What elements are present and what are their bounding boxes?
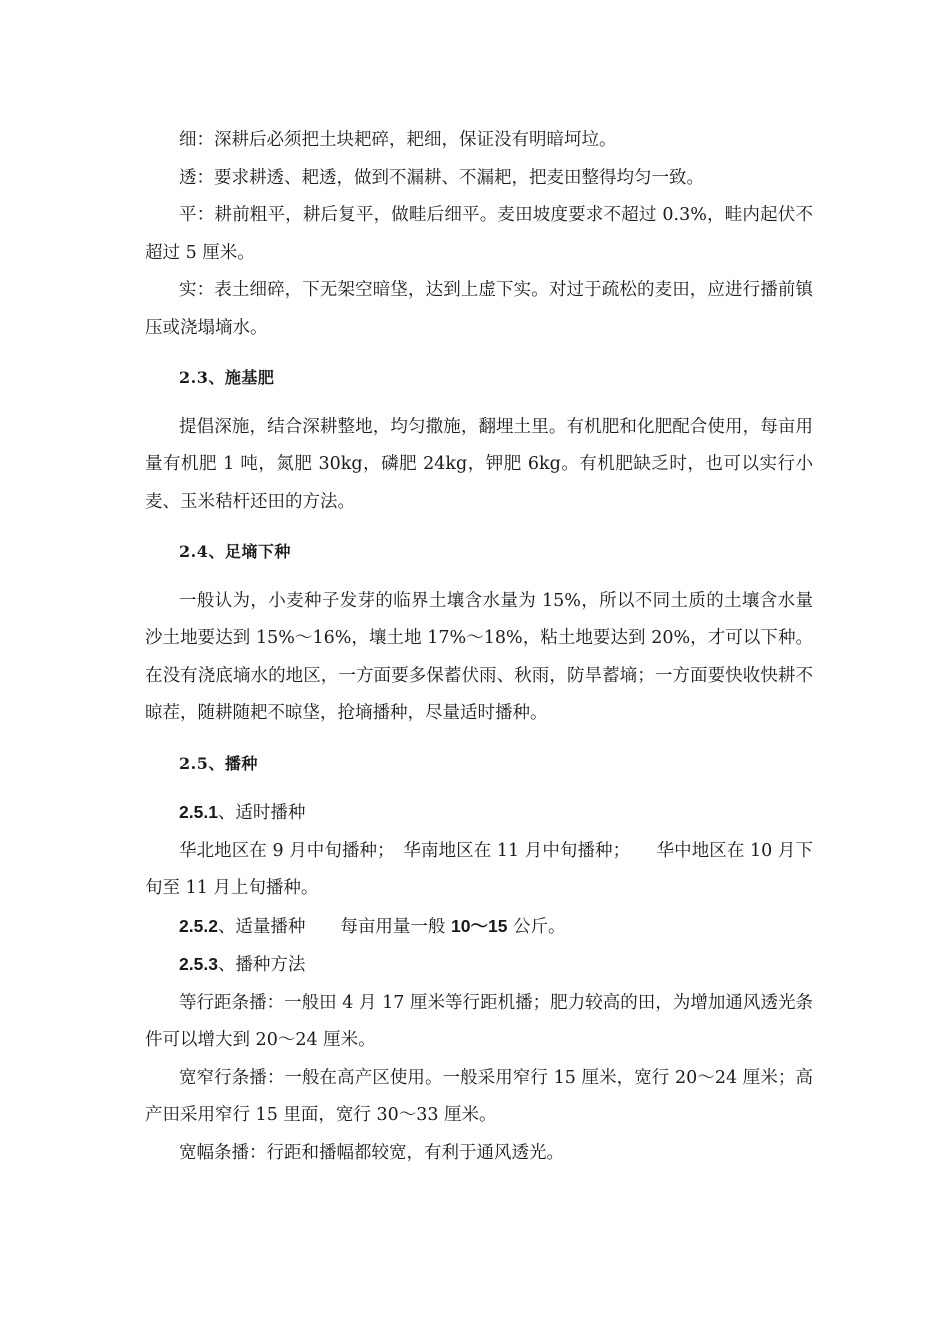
paragraph-tou: 透：要求耕透、耙透，做到不漏耕、不漏耙，把麦田整得均匀一致。 [179,167,704,188]
section-2-3-body: 提倡深施，结合深耕整地，均匀撒施，翻埋土里。有机肥和化肥配合使用，每亩用量有机肥 1 吨，氮肥 30kg，磷肥 24kg，钾肥 6kg。有机肥缺乏时，也可以实行小麦、玉米秸杆还田的方法。 [145,416,813,512]
subsection-2-5-2-line [145,908,813,947]
spacer [145,782,813,794]
subsection-title: 、播种方法 [217,955,306,975]
subsection-number: 2.5.3 [179,954,218,974]
subsection-body-suffix: 公斤。 [507,916,566,937]
subsection-2-5-1-body: 华北地区在 9 月中旬播种； 华南地区在 11 月中旬播种； 华中地区在 10 月下旬至 11 月上旬播种。 [145,840,813,898]
method-equal-row: 等行距条播：一般田 4 月 17 厘米等行距机播；肥力较高的田，为增加通风透光条件可以增大到 20～24 厘米。 [145,992,813,1050]
paragraph-xi: 细：深耕后必须把土块耙碎，耙细，保证没有明暗坷垃。 [179,130,617,150]
paragraph-shi: 实：表土细碎，下无架空暗垡，达到上虚下实。对过于疏松的麦田，应进行播前镇压或浇塌墒水。 [145,280,813,338]
section-heading-2-4: 2.4、足墒下种 [179,542,291,561]
spacer [145,397,813,409]
subsection-title: 、适量播种 [217,916,306,937]
subsection-title: 、适时播种 [217,803,306,823]
section-2-4-body: 一般认为，小麦种子发芽的临界土壤含水量为 15%，所以不同土质的土壤含水量沙土地要达到 15%～16%，壤土地 17%～18%，粘土地要达到 20%，才可以下种。在没有浇底墒水的地区，一方面要多保蓄伏雨、秋雨，防旱蓄墒；一方面要快收快耕不晾茬，随耕随耙不晾垡，抢墒播种，尽量适时播种。 [145,590,813,723]
paragraph-ping: 平：耕前粗平，耕后复平，做畦后细平。麦田坡度要求不超过 0.3%，畦内起伏不超过 5 厘米。 [145,205,813,263]
spacer [145,733,813,745]
subsection-2-5-3-heading [145,946,813,985]
spacer [145,571,813,583]
method-wide-strip: 宽幅条播：行距和播幅都较宽，有利于通风透光。 [179,1142,564,1163]
subsection-body-prefix: 每亩用量一般 [305,916,451,937]
subsection-number: 2.5.1 [179,802,218,822]
method-wide-narrow-row: 宽窄行条播：一般在高产区使用。一般采用窄行 15 厘米，宽行 20～24 厘米；高产田采用窄行 15 里面，宽行 30～33 厘米。 [145,1067,813,1125]
subsection-number: 2.5.2 [179,915,218,936]
sowing-amount: 10～15 [451,915,508,936]
section-heading-2-5: 2.5、播种 [179,753,258,773]
section-heading-2-3: 2.3、施基肥 [179,368,275,387]
spacer [145,521,813,533]
spacer [145,347,813,359]
subsection-2-5-1-heading [145,794,813,833]
document-body [145,122,813,1172]
